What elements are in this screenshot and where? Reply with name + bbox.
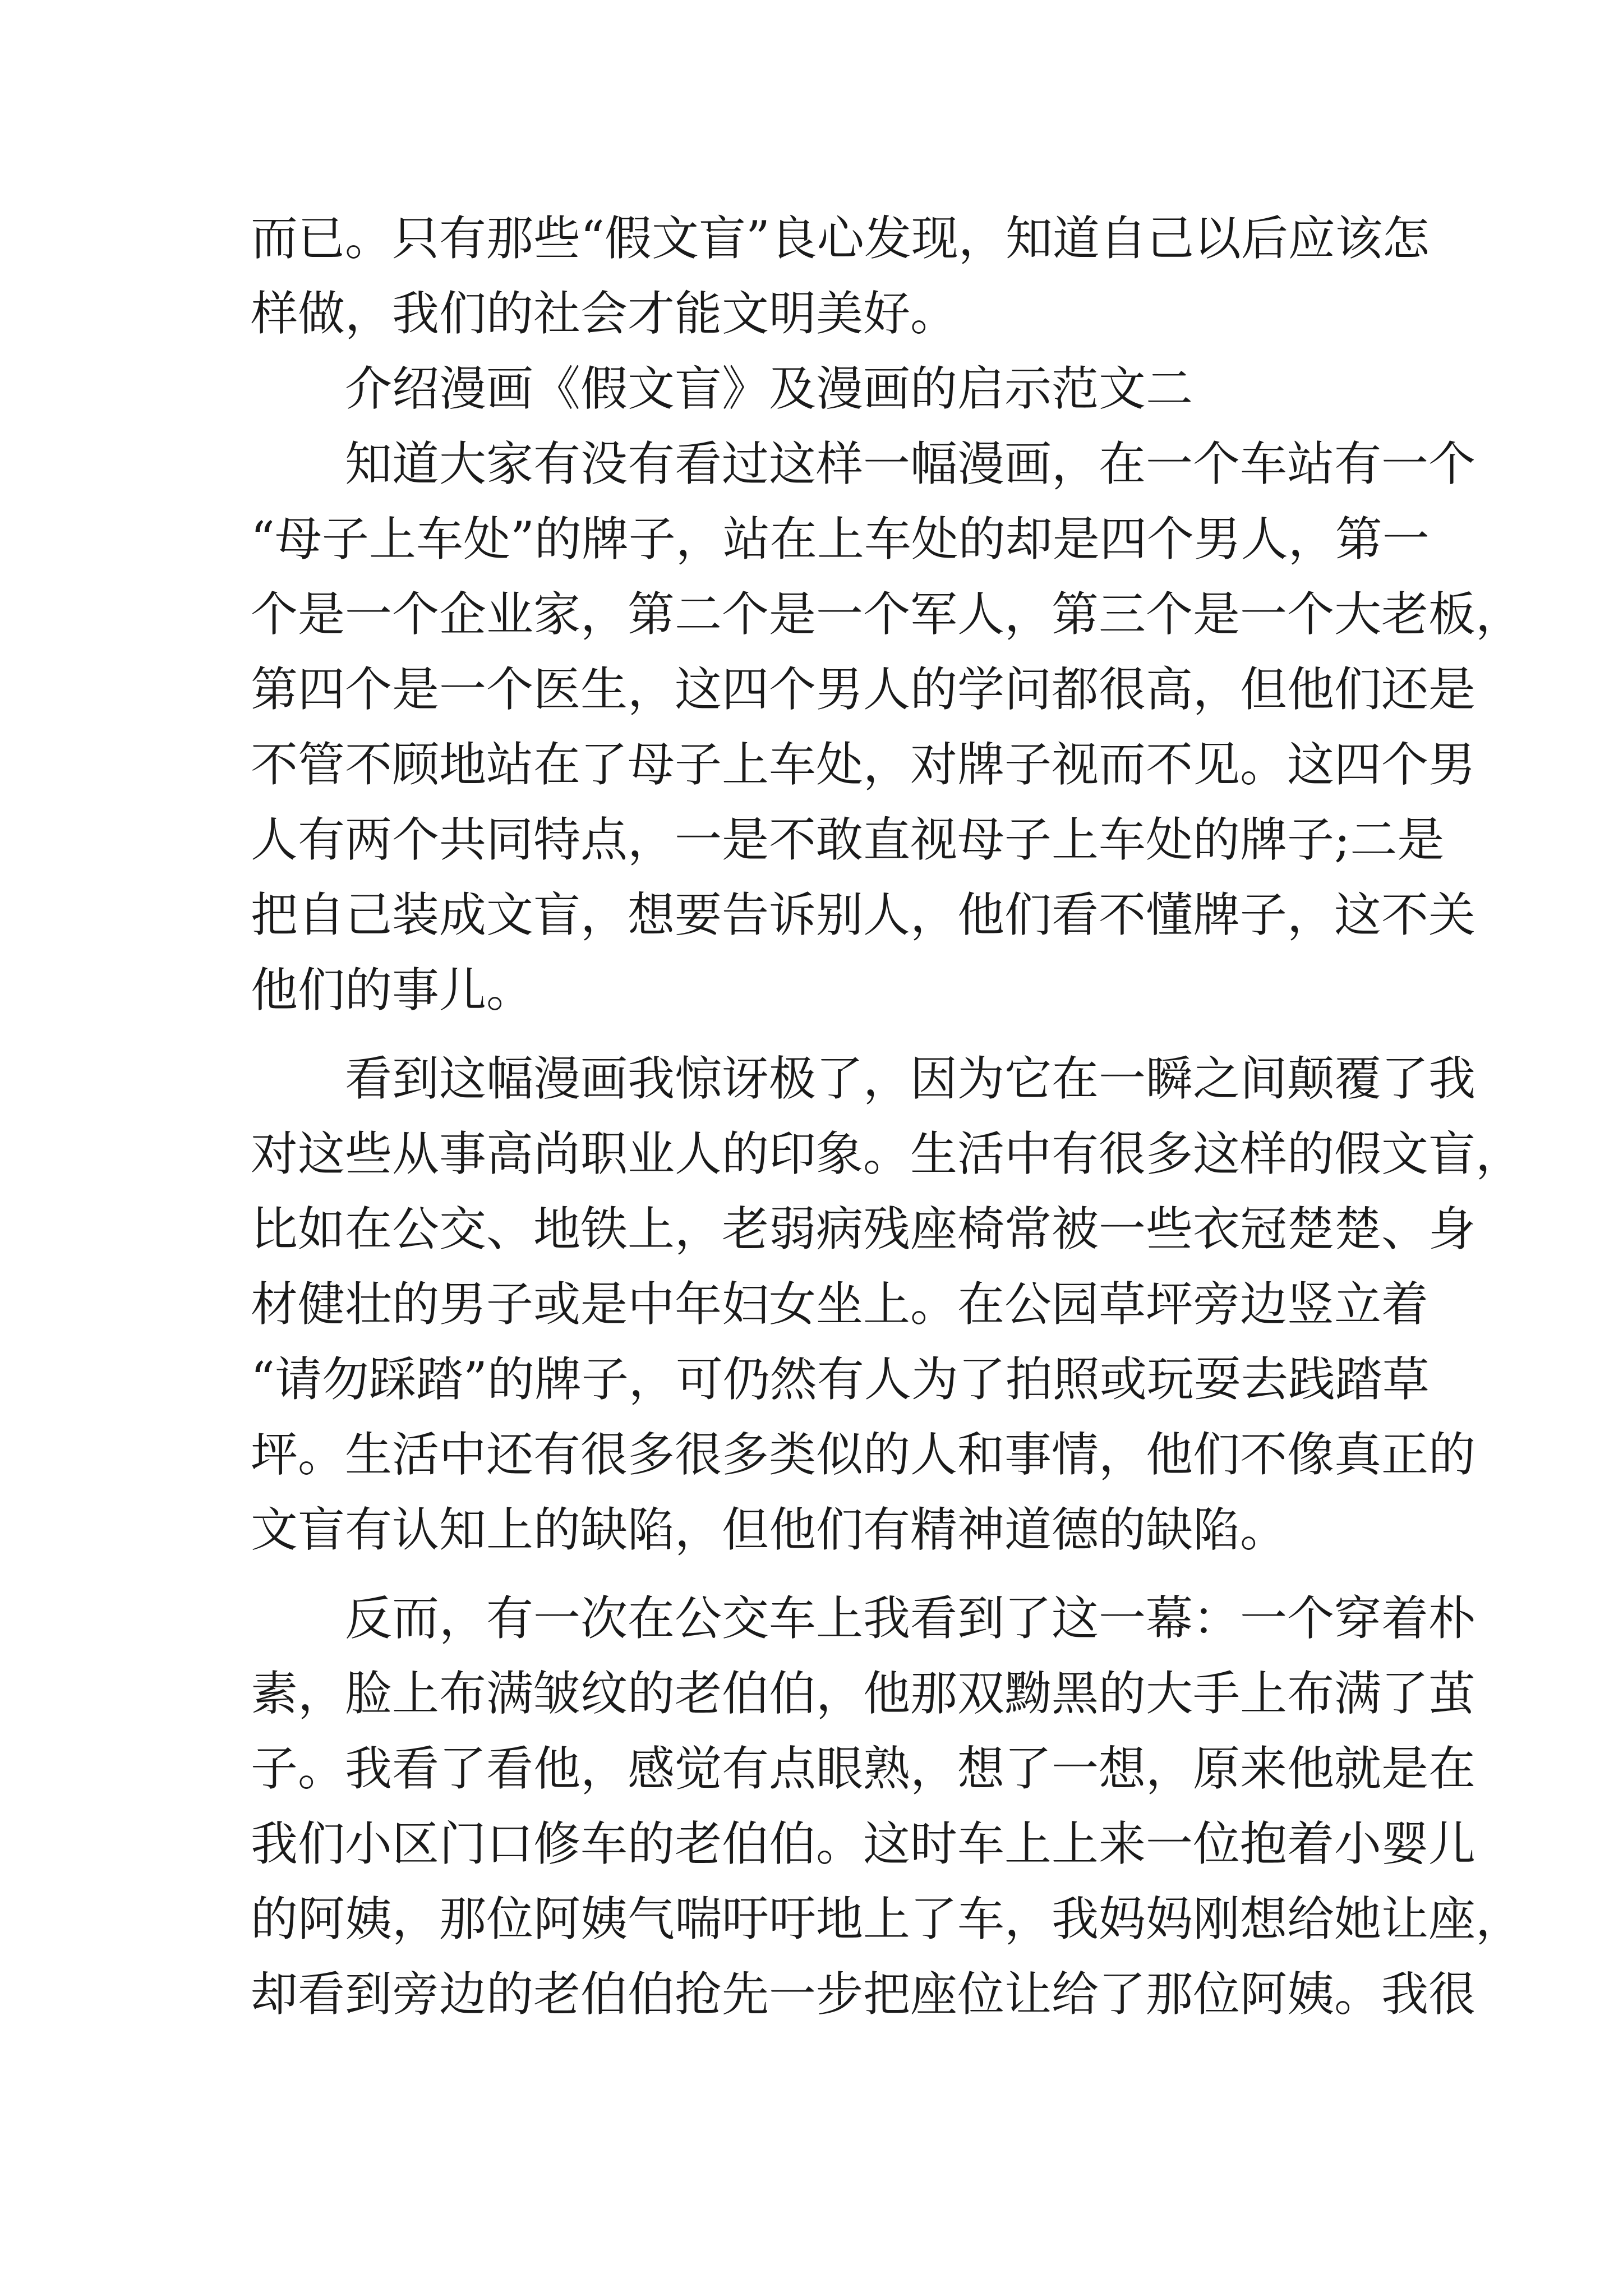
text-line: 不管不顾地站在了母子上车处，对牌子视而不见。这四个男 <box>251 737 1476 792</box>
document-body <box>251 206 1523 2026</box>
text-line: 把自己装成文盲，想要告诉别人，他们看不懂牌子，这不关 <box>251 887 1476 942</box>
text-line: 看到这幅漫画我惊讶极了，因为它在一瞬之间颠覆了我 <box>345 1051 1476 1106</box>
text-line: 坪。生活中还有很多很多类似的人和事情，他们不像真正的 <box>251 1427 1476 1482</box>
text-line: 样做，我们的社会才能文明美好。 <box>251 286 958 341</box>
text-line: 对这些从事高尚职业人的印象。生活中有很多这样的假文盲， <box>251 1126 1523 1181</box>
section-heading: 介绍漫画《假文盲》及漫画的启示范文二 <box>345 361 1193 416</box>
text-line: 子。我看了看他，感觉有点眼熟，想了一想，原来他就是在 <box>251 1741 1476 1796</box>
text-line: 个是一个企业家，第二个是一个军人，第三个是一个大老板， <box>251 587 1523 642</box>
text-line: “母子上车处”的牌子，站在上车处的却是四个男人，第一 <box>251 512 1430 567</box>
text-line: 他们的事儿。 <box>251 963 534 1018</box>
text-line: 而已。只有那些“假文盲”良心发现，知道自己以后应该怎 <box>251 211 1430 266</box>
text-line: 素，脸上布满皱纹的老伯伯，他那双黝黑的大手上布满了茧 <box>251 1666 1476 1721</box>
text-line: 我们小区门口修车的老伯伯。这时车上上来一位抱着小婴儿 <box>251 1816 1476 1871</box>
text-line: 知道大家有没有看过这样一幅漫画，在一个车站有一个 <box>345 436 1476 491</box>
text-line: 反而，有一次在公交车上我看到了这一幕：一个穿着朴 <box>345 1591 1476 1646</box>
text-line: 却看到旁边的老伯伯抢先一步把座位让给了那位阿姨。我很 <box>251 1967 1476 2022</box>
text-line: 材健壮的男子或是中年妇女坐上。在公园草坪旁边竖立着 <box>251 1277 1429 1332</box>
text-line: 的阿姨，那位阿姨气喘吁吁地上了车，我妈妈刚想给她让座， <box>251 1892 1523 1947</box>
text-line: 第四个是一个医生，这四个男人的学问都很高，但他们还是 <box>251 662 1476 717</box>
text-line: 比如在公交、地铁上，老弱病残座椅常被一些衣冠楚楚、身 <box>251 1202 1476 1257</box>
text-line: 人有两个共同特点，一是不敢直视母子上车处的牌子;二是 <box>251 812 1445 867</box>
text-line: 文盲有认知上的缺陷，但他们有精神道德的缺陷。 <box>251 1502 1288 1557</box>
text-line: “请勿踩踏”的牌子，可仍然有人为了拍照或玩耍去践踏草 <box>251 1352 1430 1407</box>
